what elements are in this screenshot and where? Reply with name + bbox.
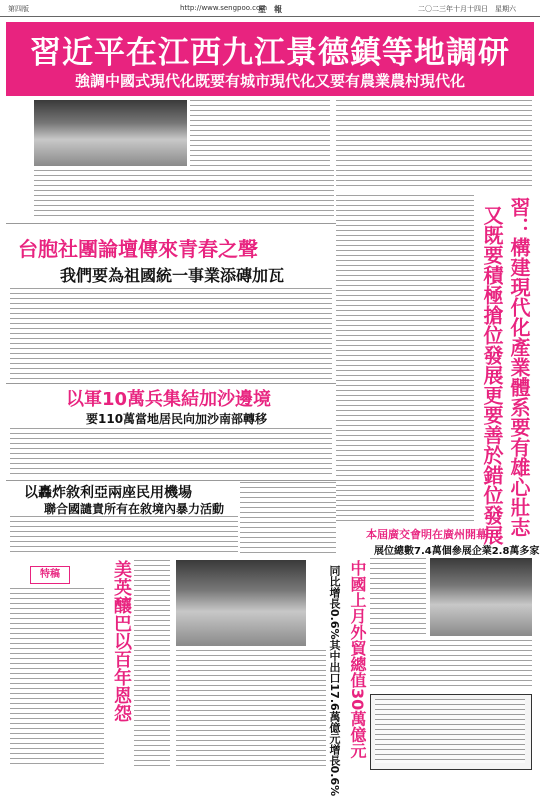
canton-fair-body-lower — [370, 640, 532, 690]
issue-date: 二〇二三年十月十四日 星期六 — [418, 5, 516, 13]
lead-banner — [6, 22, 534, 96]
israel-headline: 以軍10萬兵集結加沙邊境 — [66, 389, 272, 410]
taiwan-subhead: 我們要為祖國統一事業添磚加瓦 — [60, 266, 285, 285]
divider — [6, 223, 336, 224]
syria-body-text — [10, 516, 238, 556]
taiwan-headline: 台胞社團論壇傳來青春之聲 — [18, 237, 258, 261]
trade-headline: 中國上月外貿總值30萬億元 — [348, 560, 367, 759]
divider — [6, 480, 336, 481]
israel-body-text — [10, 428, 332, 478]
trade-subhead: 同比增長0.6%其中出口17.6萬億元增長0.6% — [328, 565, 341, 796]
feature-badge: 特稿 — [30, 566, 70, 584]
port-photo — [176, 560, 306, 646]
paper-name: 星 報 — [258, 5, 282, 14]
canton-fair-headline: 本屆廣交會明在廣州開幕 — [366, 528, 487, 541]
lead-body-text-right — [336, 100, 532, 190]
syria-body-text-right — [240, 482, 336, 556]
advertisement-text — [375, 699, 525, 763]
advertisement-box — [370, 694, 532, 770]
divider — [6, 383, 336, 384]
side-story-title-2: 又既要積極搶位發展更要善於錯位發展 — [480, 205, 504, 545]
feature-vertical-title: 美英釀巴以百年恩怨 — [111, 560, 132, 722]
taiwan-body-text — [10, 288, 332, 380]
page-label: 第四版 — [8, 5, 29, 13]
website-link[interactable]: http://www.sengpoo.com — [180, 4, 268, 12]
masthead — [0, 0, 540, 17]
side-story-body — [336, 195, 474, 525]
israel-subhead: 要110萬當地居民向加沙南部轉移 — [86, 412, 268, 426]
lead-body-text-lower — [34, 170, 334, 220]
syria-headline: 以轟炸敘利亞兩座民用機場 — [24, 485, 192, 501]
canton-fair-photo — [430, 558, 532, 636]
side-story-title-1: 習：構建現代化產業體系要有雄心壯志 — [507, 197, 531, 537]
trade-body-text — [176, 650, 326, 768]
canton-fair-subhead: 展位總數7.4萬個參展企業2.8萬多家 — [374, 546, 540, 557]
canton-fair-body-text — [370, 558, 426, 636]
lead-body-text — [190, 100, 330, 166]
syria-subhead: 聯合國譴責所有在敘境內暴力活動 — [44, 502, 225, 516]
lead-subheadline: 強調中國式現代化既要有城市現代化又要有農業農村現代化 — [74, 72, 465, 90]
lead-headline: 習近平在江西九江景德鎮等地調研 — [30, 35, 510, 71]
feature-body-text-right — [134, 560, 170, 768]
lead-photo — [34, 100, 187, 166]
feature-body-text — [10, 588, 104, 768]
